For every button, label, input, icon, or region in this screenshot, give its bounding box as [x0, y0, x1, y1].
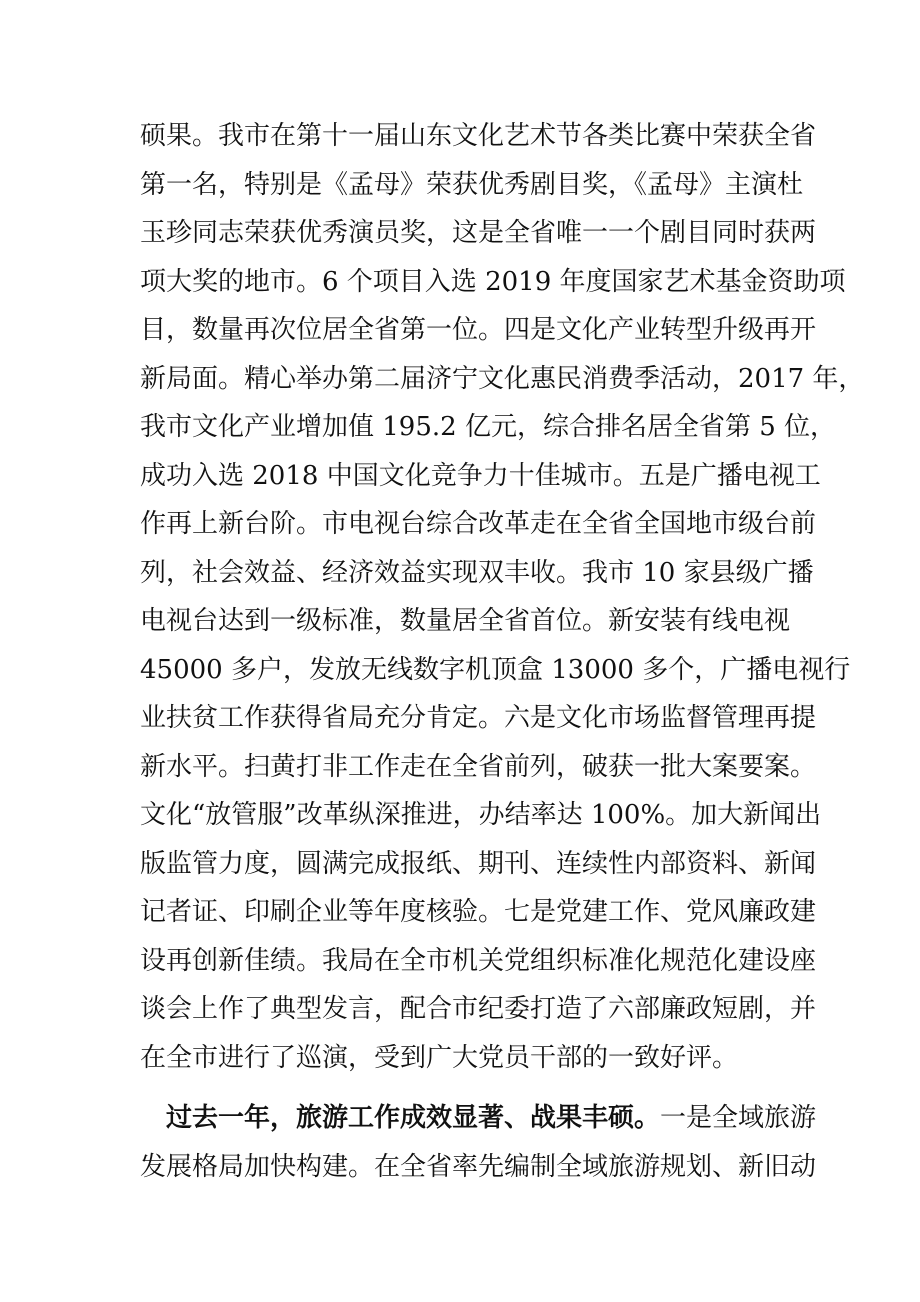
text-line: 目，数量再次位居全省第一位。四是文化产业转型升级再开 — [140, 315, 817, 345]
text-line: 我市文化产业增加值 195.2 亿元，综合排名居全省第 5 位， — [140, 412, 837, 442]
text-line — [140, 1094, 817, 1143]
bold-lead-sentence: 过去一年，旅游工作成效显著、战果丰硕。 — [166, 1103, 661, 1133]
text-line: 版监管力度，圆满完成报纸、期刊、连续性内部资料、新闻 — [140, 848, 817, 879]
text-line: 项大奖的地市。6 个项目入选 2019 年度国家艺术基金资助项 — [140, 266, 846, 297]
text-line: 作再上新台阶。市电视台综合改革走在全省全国地市级台前 — [140, 509, 817, 539]
paragraph-1 — [140, 112, 865, 1082]
text-line: 电视台达到一级标准，数量居全省首位。新安装有线电视 — [140, 606, 791, 636]
text-line: 设再创新佳绩。我局在全市机关党组织标准化规范化建设座 — [140, 945, 817, 976]
paragraph-spacing — [140, 1082, 790, 1094]
text-line: 谈会上作了典型发言，配合市纪委打造了六部廉政短剧，并 — [140, 994, 817, 1024]
text-line: 新水平。扫黄打非工作走在全省前列，破获一批大案要案。 — [140, 751, 817, 782]
text-line: 45000 多户，发放无线数字机顶盒 13000 多个，广播电视行 — [140, 654, 851, 685]
text-line: 成功入选 2018 中国文化竞争力十佳城市。五是广播电视工 — [140, 460, 821, 491]
text-fragment: 一是全域旅游 — [660, 1103, 817, 1133]
paragraph-2 — [140, 1094, 817, 1191]
text-line: 列，社会效益、经济效益实现双丰收。我市 10 家县级广播 — [140, 557, 814, 588]
text-line: 文化“放管服”改革纵深推进，办结率达 100%。加大新闻出 — [140, 800, 822, 830]
text-line: 第一名，特别是《孟母》荣获优秀剧目奖，《孟母》主演杜 — [140, 169, 804, 200]
text-line: 记者证、印刷企业等年度核验。七是党建工作、党风廉政建 — [140, 897, 817, 927]
text-line: 新局面。精心举办第二届济宁文化惠民消费季活动，2017 年， — [140, 363, 865, 394]
text-line: 发展格局加快构建。在全省率先编制全域旅游规划、新旧动 — [140, 1151, 817, 1182]
text-line: 在全市进行了巡演，受到广大党员干部的一致好评。 — [140, 1042, 739, 1073]
text-line: 硕果。我市在第十一届山东文化艺术节各类比赛中荣获全省 — [140, 121, 817, 151]
body-text — [140, 112, 865, 1191]
text-line: 业扶贫工作获得省局充分肯定。六是文化市场监督管理再提 — [140, 703, 817, 733]
text-line: 玉珍同志荣获优秀演员奖，这是全省唯一一个剧目同时获两 — [140, 218, 817, 248]
